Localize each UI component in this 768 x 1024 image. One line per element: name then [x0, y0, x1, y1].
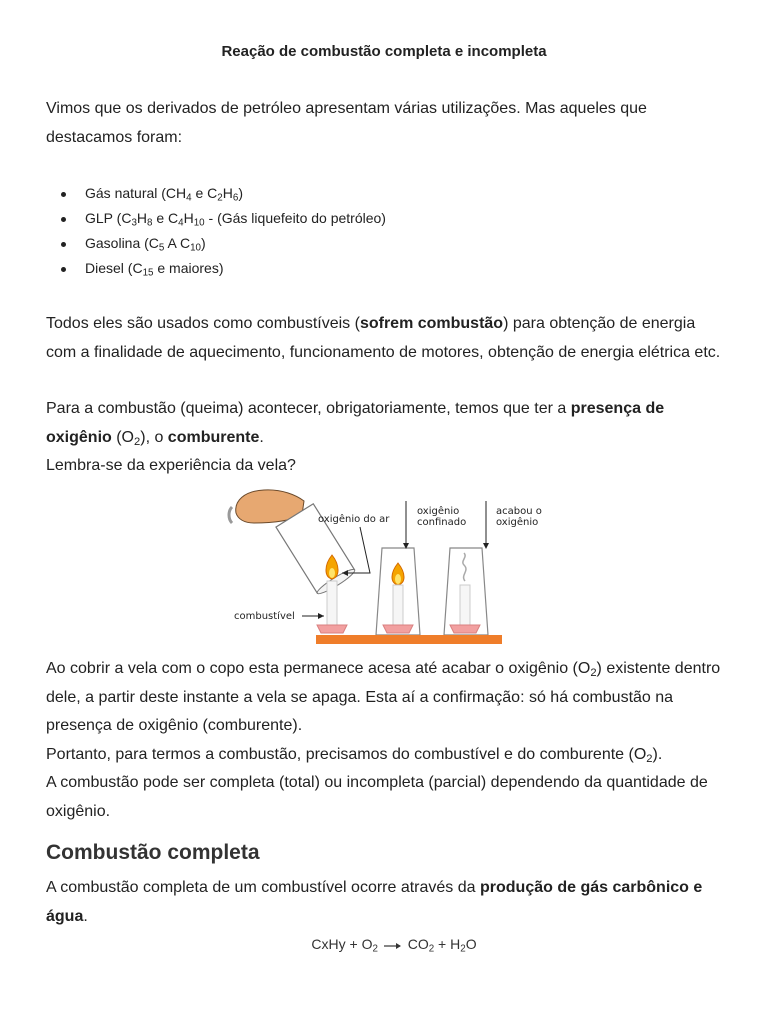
candle-holder: [450, 625, 480, 633]
list-item-gasoline: Gasolina ($C_5$ A $C_{10}$): [46, 231, 386, 256]
candle-holder: [383, 625, 413, 633]
candle: [327, 581, 337, 625]
candle-question: Lembra-se da experiência da vela?: [46, 457, 296, 474]
svg-text:confinado: confinado: [417, 517, 467, 528]
candle-experiment-figure: [224, 485, 554, 645]
label-oxygen-air: oxigênio do ar: [318, 514, 390, 525]
candle: [460, 585, 470, 625]
base-board: [316, 635, 502, 644]
list-item-diesel: Diesel ($C_{15}$ e maiores): [46, 256, 386, 281]
label-oxygen-confined: oxigênio: [417, 506, 460, 517]
types-paragraph: A combustão pode ser completa (total) ou incompleta (parcial) dependendo da quantidade de oxigênio.: [46, 774, 708, 820]
label-oxygen-out: acabou o: [496, 506, 542, 517]
intro-paragraph: Vimos que os derivados de petróleo apresentam várias utilizações. Mas aqueles que destacamos foram:: [46, 100, 647, 146]
list-item-natural-gas: Gás natural ($CH_4$ e $C_2H_6$): [46, 181, 386, 206]
section-heading: Combustão completa: [46, 841, 260, 864]
candle: [393, 585, 403, 625]
explanation-paragraph: Ao cobrir a vela com o copo esta permanece acesa até acabar o oxigênio $(O_2)$ existente dentro dele, a partir deste instante a vela se apaga. Esta aí a confirmação: só há combustão na presença de oxigênio (comburente).: [46, 660, 721, 734]
candle-holder: [317, 625, 347, 633]
page-title: Reação de combustão completa e incompleta: [221, 43, 547, 60]
arrow-icon: [384, 940, 402, 950]
svg-text:oxigênio: oxigênio: [496, 517, 539, 528]
fuel-list: [46, 181, 386, 281]
complete-combustion-paragraph: A combustão completa de um combustível ocorre através da produção de gás carbônico e água.: [46, 879, 703, 925]
oxygen-paragraph: Para a combustão (queima) acontecer, obrigatoriamente, temos que ter a presença de oxigênio $(O_2)$, o comburente.: [46, 400, 665, 448]
combustion-equation: CxHy + $O_2$ $CO_2 + H_2O$: [311, 936, 477, 955]
list-item-glp: GLP ($C_3H_8$ e $C_4H_{10}$ - (Gás liquefeito do petróleo): [46, 206, 386, 231]
requirements-paragraph: Portanto, para termos a combustão, precisamos do combustível e do comburente $(O_2)$.: [46, 746, 663, 765]
label-fuel: combustível: [234, 611, 295, 622]
combustion-paragraph: Todos eles são usados como combustíveis (sofrem combustão) para obtenção de energia com a finalidade de aquecimento, funcionamento de motores, obtenção de energia elétrica etc.: [46, 315, 721, 361]
